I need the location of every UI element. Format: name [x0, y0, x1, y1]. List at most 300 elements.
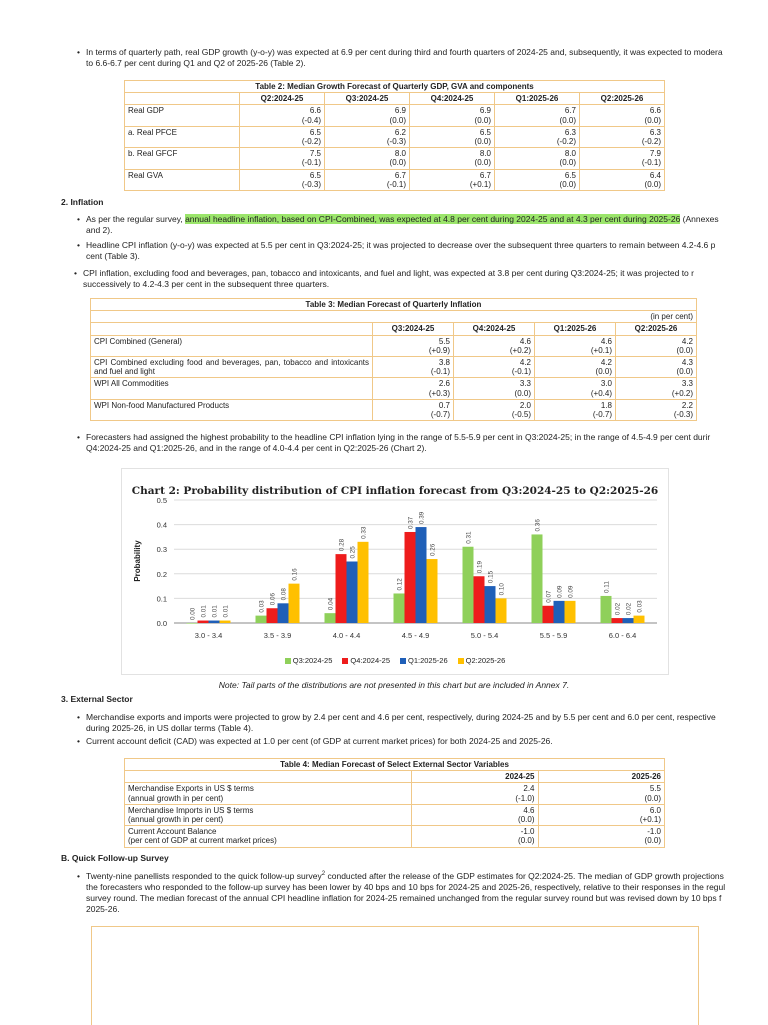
chart-bar	[289, 584, 300, 623]
column-header: Q1:2025-26	[495, 93, 580, 105]
table-cell	[412, 826, 539, 847]
bullet-text-pre: Twenty-nine panellists responded to the quick follow-up survey	[86, 871, 322, 881]
y-tick-label: 0.5	[156, 496, 167, 505]
table-row	[125, 783, 665, 804]
section-heading-external: 3. External Sector	[61, 694, 133, 704]
cell-value: 4.6	[519, 336, 531, 346]
bullet-text: • In terms of quarterly path, real GDP growth (y-o-y) was expected at 6.9 per cent during third and fourth quarters of 2024-25 and, subsequently, it was expected to modera	[86, 47, 723, 57]
x-tick-label: 5.0 - 5.4	[470, 631, 499, 640]
table-cell	[535, 335, 616, 356]
column-header: Q4:2024-25	[410, 93, 495, 105]
table-cell	[373, 378, 454, 399]
table-cell	[535, 378, 616, 399]
bullet-text: successively to 4.2-4.3 per cent in the subsequent three quarters.	[83, 278, 330, 289]
row-label-line2: (per cent of GDP at current market prices)	[128, 836, 277, 846]
data-label: 0.04	[327, 597, 335, 611]
cell-value: 4.6	[600, 336, 612, 346]
table-cell	[410, 169, 495, 190]
bullet-text: and 2).	[86, 224, 113, 235]
table-row	[91, 378, 697, 399]
table-row	[91, 399, 697, 420]
column-header	[125, 771, 412, 783]
list-item	[86, 214, 766, 236]
chart-bar	[267, 608, 278, 623]
row-label-line1: Merchandise Imports in US $ terms	[128, 805, 254, 815]
gdp-bullets	[86, 47, 766, 69]
data-label: 0.03	[636, 600, 644, 613]
cell-value: 1.8	[600, 400, 612, 410]
row-label: b. Real GFCF	[125, 148, 240, 169]
table-4	[124, 758, 665, 848]
cell-value: 4.2	[681, 336, 693, 346]
table-row	[125, 126, 665, 147]
cell-change: (-0.4)	[301, 115, 321, 125]
data-label: 0.28	[338, 538, 346, 552]
list-item	[86, 712, 766, 734]
cell-change: (+0.9)	[428, 345, 450, 355]
chart-bar	[405, 532, 416, 623]
data-label: 0.01	[211, 605, 219, 618]
cell-change: (-0.1)	[511, 367, 531, 377]
cell-change: (0.0)	[518, 836, 535, 846]
column-header	[125, 93, 240, 105]
chart-bar	[485, 586, 496, 623]
table-cell	[580, 126, 665, 147]
data-label: 0.03	[258, 600, 266, 613]
table-cell	[325, 148, 410, 169]
column-header: Q3:2024-25	[325, 93, 410, 105]
table-cell	[580, 169, 665, 190]
data-label: 0.06	[269, 592, 277, 606]
cell-value: 6.5	[309, 127, 321, 137]
chart-bar	[543, 606, 554, 623]
table-cell	[495, 148, 580, 169]
bullet-text: the forecasters who responded to the follow-up survey has been lower by 40 bps and 10 bps for 2024-25 and 2025-26, respectively, relative to their responses in the regul	[86, 881, 726, 892]
cell-change: (+0.2)	[671, 388, 693, 398]
cell-change: (0.0)	[559, 179, 576, 189]
bullet-text: Q4:2024-25 and Q1:2025-26, and in the range of 4.0-4.4 per cent in Q2:2025-26 (Chart 2).	[86, 442, 427, 453]
chart-bar	[220, 621, 231, 623]
cell-value: 4.2	[519, 357, 531, 367]
bullet-text: survey round. The median forecast of the annual CPI headline inflation for 2024-25 remained unchanged from the regular survey round but was revised down by 10 bps f	[86, 892, 722, 903]
table-cell	[373, 356, 454, 377]
table-cell	[535, 399, 616, 420]
cell-change: (0.0)	[644, 836, 661, 846]
chart-bar	[416, 527, 427, 623]
table-cell	[454, 378, 535, 399]
cell-value: 6.5	[564, 170, 576, 180]
chart-bar	[623, 618, 634, 623]
table-cell	[535, 356, 616, 377]
cell-change: (-0.7)	[430, 409, 450, 419]
chart-bar	[427, 559, 438, 623]
highlighted-text: annual headline inflation, based on CPI-Combined, was expected at 4.8 per cent during 2024-25 and at 4.3 per cent during 2025-26	[185, 214, 681, 224]
cell-change: (-0.7)	[592, 409, 612, 419]
cell-change: (0.0)	[389, 115, 406, 125]
cell-change: (0.0)	[595, 367, 612, 377]
x-tick-label: 4.0 - 4.4	[332, 631, 361, 640]
table-cell	[410, 126, 495, 147]
chart-bar	[634, 616, 645, 623]
row-label-line1: Merchandise Exports in US $ terms	[128, 784, 254, 794]
cell-change: (-0.3)	[386, 136, 406, 146]
cell-value: 2.4	[523, 784, 535, 794]
cell-change: (-0.3)	[673, 409, 693, 419]
column-header: Q1:2025-26	[535, 323, 616, 335]
legend-item	[285, 656, 333, 665]
cell-value: 6.7	[394, 170, 406, 180]
cell-value: 6.7	[479, 170, 491, 180]
bullet-text: • CPI inflation, excluding food and beverages, pan, tobacco and intoxicants, and fuel and light, was expected at 3.8 per cent during Q3:2024-25; it was projected to r	[83, 268, 694, 278]
y-tick-label: 0.3	[156, 545, 167, 555]
legend-label: Q1:2025-26	[408, 656, 448, 665]
data-label: 0.39	[418, 511, 426, 525]
data-label: 0.09	[556, 585, 564, 598]
inflation-bullets	[86, 214, 766, 262]
y-tick-label: 0.4	[156, 520, 167, 530]
cell-change: (0.0)	[644, 179, 661, 189]
chart-2	[121, 468, 669, 675]
cell-change: (0.0)	[676, 345, 693, 355]
chart-y-axis-label: Probability	[133, 540, 142, 582]
chart-bar	[496, 598, 507, 623]
data-label: 0.11	[603, 581, 611, 593]
table-3-unit: (in per cent)	[91, 311, 697, 323]
cell-value: 6.9	[394, 106, 406, 116]
table-cell	[410, 148, 495, 169]
external-bullets	[86, 712, 766, 747]
bullet-text-pre: As per the regular survey,	[86, 214, 186, 224]
chart-bar	[347, 562, 358, 624]
cell-value: 4.6	[523, 805, 535, 815]
column-header: Q2:2024-25	[240, 93, 325, 105]
row-label: WPI All Commodities	[91, 378, 373, 399]
chart-svg	[122, 469, 668, 674]
row-label: CPI Combined (General)	[91, 335, 373, 356]
cell-value: 3.3	[681, 379, 693, 389]
cell-value: 7.9	[649, 149, 661, 159]
data-label: 0.31	[465, 531, 473, 544]
cell-change: (+0.1)	[639, 814, 661, 824]
cell-value: 2.2	[681, 400, 693, 410]
cell-value: -1.0	[520, 827, 535, 837]
table-cell	[454, 335, 535, 356]
cell-value: 3.3	[519, 379, 531, 389]
cell-change: (-0.5)	[511, 409, 531, 419]
cell-value: 6.6	[309, 106, 321, 116]
column-header: 2025-26	[538, 771, 665, 783]
bullet-text: cent (Table 3).	[86, 250, 140, 261]
table-cell	[454, 399, 535, 420]
data-label: 0.07	[545, 590, 553, 603]
table-row	[91, 356, 697, 377]
chart-bar	[209, 621, 220, 623]
data-label: 0.33	[360, 526, 368, 539]
cell-value: 7.5	[309, 149, 321, 159]
chart-bar	[198, 621, 209, 623]
y-tick-label: 0.0	[156, 619, 167, 628]
cell-change: (0.0)	[559, 158, 576, 168]
row-label: WPI Non-food Manufactured Products	[91, 399, 373, 420]
list-item	[86, 240, 766, 262]
cell-change: (0.0)	[518, 814, 535, 824]
cell-value: 3.0	[600, 379, 612, 389]
chart-bar	[532, 534, 543, 623]
cell-value: 6.2	[394, 127, 406, 137]
data-label: 0.02	[625, 602, 633, 616]
column-header: Q2:2025-26	[580, 93, 665, 105]
cell-change: (+0.4)	[590, 388, 612, 398]
cell-change: (0.0)	[474, 115, 491, 125]
chart-bar	[325, 613, 336, 623]
cell-change: (-0.2)	[301, 136, 321, 146]
x-tick-label: 3.0 - 3.4	[194, 631, 223, 640]
legend-swatch	[285, 658, 291, 664]
row-label-line2: (annual growth in per cent)	[128, 793, 224, 803]
table-cell	[538, 804, 665, 825]
table-cell	[495, 126, 580, 147]
table-row	[125, 169, 665, 190]
table-2	[124, 80, 665, 191]
table-4-title: Table 4: Median Forecast of Select External Sector Variables	[124, 758, 665, 770]
data-label: 0.25	[349, 546, 357, 559]
bullet-text: • Current account deficit (CAD) was expected at 1.0 per cent (of GDP at current market prices) for both 2024-25 and 2025-26.	[86, 735, 553, 746]
table-cell	[412, 804, 539, 825]
cell-value: 6.9	[479, 106, 491, 116]
legend-swatch	[458, 658, 464, 664]
table-cell	[538, 783, 665, 804]
chart-bar	[601, 596, 612, 623]
data-label: 0.15	[487, 570, 495, 584]
y-tick-label: 0.2	[156, 569, 167, 579]
cell-value: -1.0	[647, 827, 661, 837]
data-label: 0.08	[280, 588, 288, 601]
cell-change: (-0.1)	[641, 158, 661, 168]
table-cell	[580, 148, 665, 169]
row-label	[125, 783, 412, 804]
cell-value: 5.5	[438, 336, 450, 346]
legend-item	[400, 656, 448, 665]
table-row	[125, 826, 665, 847]
cell-value: 6.0	[649, 805, 661, 815]
cell-change: (-1.0)	[515, 793, 535, 803]
legend-label: Q3:2024-25	[292, 656, 333, 665]
row-label-line1: Current Account Balance	[128, 827, 217, 837]
list-item	[83, 268, 766, 290]
list-item	[86, 736, 766, 747]
cell-value: 8.0	[394, 149, 406, 159]
legend-swatch	[342, 658, 348, 664]
table-row	[91, 335, 697, 356]
list-item	[86, 432, 766, 454]
table-cell	[580, 105, 665, 126]
cell-change: (0.0)	[644, 793, 661, 803]
cell-change: (0.0)	[514, 388, 531, 398]
column-header	[91, 323, 373, 335]
table-cell	[616, 356, 697, 377]
chart-bar	[612, 618, 623, 623]
cell-change: (-0.2)	[641, 136, 661, 146]
row-label-line2: (annual growth in per cent)	[128, 814, 224, 824]
chart-bar	[256, 616, 267, 623]
chart-bar	[565, 601, 576, 623]
table-cell	[240, 169, 325, 190]
table-cell	[373, 335, 454, 356]
table-cell	[373, 399, 454, 420]
cell-value: 6.5	[479, 127, 491, 137]
data-label: 0.16	[291, 568, 299, 581]
chart-bar	[394, 593, 405, 623]
cell-value: 4.2	[600, 357, 612, 367]
cell-change: (-0.1)	[430, 367, 450, 377]
table-cell	[616, 399, 697, 420]
cell-value: 8.0	[564, 149, 576, 159]
data-label: 0.01	[222, 605, 230, 618]
bullet-text: • Merchandise exports and imports were projected to grow by 2.4 per cent and 4.6 per cent, respectively, during 2024-25 and by 5.5 per cent and 6.0 per cent, respective	[86, 712, 716, 722]
chart-bar	[474, 576, 485, 623]
cell-change: (0.0)	[389, 158, 406, 168]
table-2-title: Table 2: Median Growth Forecast of Quarterly GDP, GVA and components	[124, 80, 665, 92]
cell-value: 2.0	[519, 400, 531, 410]
table-3-title: Table 3: Median Forecast of Quarterly Inflation	[90, 298, 697, 310]
data-label: 0.26	[429, 543, 437, 557]
bullet-text	[86, 871, 766, 882]
table-cell	[325, 105, 410, 126]
x-tick-label: 4.5 - 4.9	[401, 631, 430, 640]
cell-change: (+0.2)	[509, 345, 531, 355]
cell-value: 6.6	[649, 106, 661, 116]
data-label: 0.36	[534, 519, 542, 532]
chart-bar	[187, 623, 198, 624]
bullet-text: 2025-26.	[86, 903, 120, 914]
table-cell	[325, 169, 410, 190]
list-item	[86, 871, 766, 915]
chart-bar	[336, 554, 347, 623]
cell-change: (+0.3)	[428, 388, 450, 398]
cell-change: (0.0)	[474, 136, 491, 146]
bullet-text-post: (Annexes	[680, 214, 719, 224]
cell-value: 3.8	[438, 357, 450, 367]
legend-swatch	[400, 658, 406, 664]
table-cell	[240, 105, 325, 126]
section-heading-follow-up: B. Quick Follow-up Survey	[61, 853, 169, 863]
row-label: CPI Combined excluding food and beverages, pan, tobacco and intoxicants and fuel and light	[91, 356, 373, 377]
cell-change: (+0.1)	[469, 179, 491, 189]
footnote-ref[interactable]: 2	[321, 871, 326, 878]
cell-change: (+0.1)	[590, 345, 612, 355]
cell-value: 0.7	[438, 400, 450, 410]
chart-bar	[278, 603, 289, 623]
cell-change: (0.0)	[474, 158, 491, 168]
cell-change: (0.0)	[644, 115, 661, 125]
bullet-text: • Forecasters had assigned the highest probability to the headline CPI inflation lying in the range of 5.5-5.9 per cent in Q3:2024-25; in the range of 4.5-4.9 per cent durir	[86, 432, 711, 442]
table-3	[90, 298, 697, 421]
bullet-text	[86, 214, 766, 225]
data-label: 0.01	[200, 605, 208, 618]
table-cell	[240, 148, 325, 169]
y-tick-label: 0.1	[156, 594, 167, 604]
x-tick-label: 6.0 - 6.4	[608, 631, 637, 640]
cell-value: 8.0	[479, 149, 491, 159]
data-label: 0.09	[567, 585, 575, 598]
chart-bar	[554, 601, 565, 623]
row-label: a. Real PFCE	[125, 126, 240, 147]
data-label: 0.19	[476, 560, 484, 574]
cell-value: 6.3	[564, 127, 576, 137]
chart-legend	[122, 655, 668, 666]
data-label: 0.12	[396, 578, 404, 591]
table-row	[125, 105, 665, 126]
row-label: Real GVA	[125, 169, 240, 190]
follow-up-bullets	[86, 871, 766, 915]
cell-change: (-0.3)	[301, 179, 321, 189]
row-label	[125, 826, 412, 847]
chart-bar	[358, 542, 369, 623]
next-table-frame	[91, 926, 699, 1025]
table-cell	[495, 105, 580, 126]
table-cell	[454, 356, 535, 377]
cell-change: (0.0)	[676, 367, 693, 377]
data-label: 0.00	[189, 607, 197, 620]
table-cell	[616, 378, 697, 399]
cell-change: (-0.2)	[556, 136, 576, 146]
table-cell	[495, 169, 580, 190]
table-cell	[240, 126, 325, 147]
table-cell	[410, 105, 495, 126]
data-label: 0.37	[407, 516, 415, 529]
table-row	[125, 804, 665, 825]
cell-value: 6.7	[564, 106, 576, 116]
cell-value: 4.3	[681, 357, 693, 367]
x-tick-label: 3.5 - 3.9	[263, 631, 292, 640]
cell-change: (-0.1)	[386, 179, 406, 189]
cell-change: (-0.1)	[301, 158, 321, 168]
cell-value: 2.6	[438, 379, 450, 389]
row-label: Real GDP	[125, 105, 240, 126]
bullet-text-post: conducted after the release of the GDP estimates for Q2:2024-25. The median of GDP growth projections	[325, 871, 724, 881]
inflation-bullets-2	[83, 268, 766, 290]
cell-value: 6.5	[309, 170, 321, 180]
chart-title: Chart 2: Probability distribution of CPI inflation forecast from Q3:2024-25 to Q2:2025-26	[131, 485, 659, 497]
legend-label: Q2:2025-26	[465, 656, 506, 665]
row-label	[125, 804, 412, 825]
bullet-text: to 6.6-6.7 per cent during Q1 and Q2 of 2025-26 (Table 2).	[86, 57, 306, 68]
column-header: Q4:2024-25	[454, 323, 535, 335]
column-header: Q2:2025-26	[616, 323, 697, 335]
cell-value: 5.5	[649, 784, 661, 794]
legend-item	[458, 656, 506, 665]
table-cell	[538, 826, 665, 847]
chart-bar	[463, 547, 474, 623]
table-cell	[616, 335, 697, 356]
cell-change: (0.0)	[559, 115, 576, 125]
chart-note: Note: Tail parts of the distributions are not presented in this chart but are included in Annex 7.	[218, 680, 570, 690]
bullet-text: • Headline CPI inflation (y-o-y) was expected at 5.5 per cent in Q3:2024-25; it was projected to decrease over the subsequent three quarters to remain between 4.2-4.6 p	[86, 239, 716, 250]
table-row	[125, 148, 665, 169]
list-item	[86, 47, 766, 69]
legend-label: Q4:2024-25	[350, 656, 390, 665]
legend-item	[342, 656, 390, 665]
table-cell	[412, 783, 539, 804]
x-tick-label: 5.5 - 5.9	[539, 631, 568, 640]
table-cell	[325, 126, 410, 147]
cell-value: 6.4	[649, 170, 661, 180]
bullet-text: during 2025-26, in US dollar terms (Table 4).	[86, 722, 254, 733]
data-label: 0.02	[614, 602, 622, 616]
column-header: 2024-25	[412, 771, 539, 783]
chart-bullets	[86, 432, 766, 454]
data-label: 0.10	[498, 583, 506, 596]
